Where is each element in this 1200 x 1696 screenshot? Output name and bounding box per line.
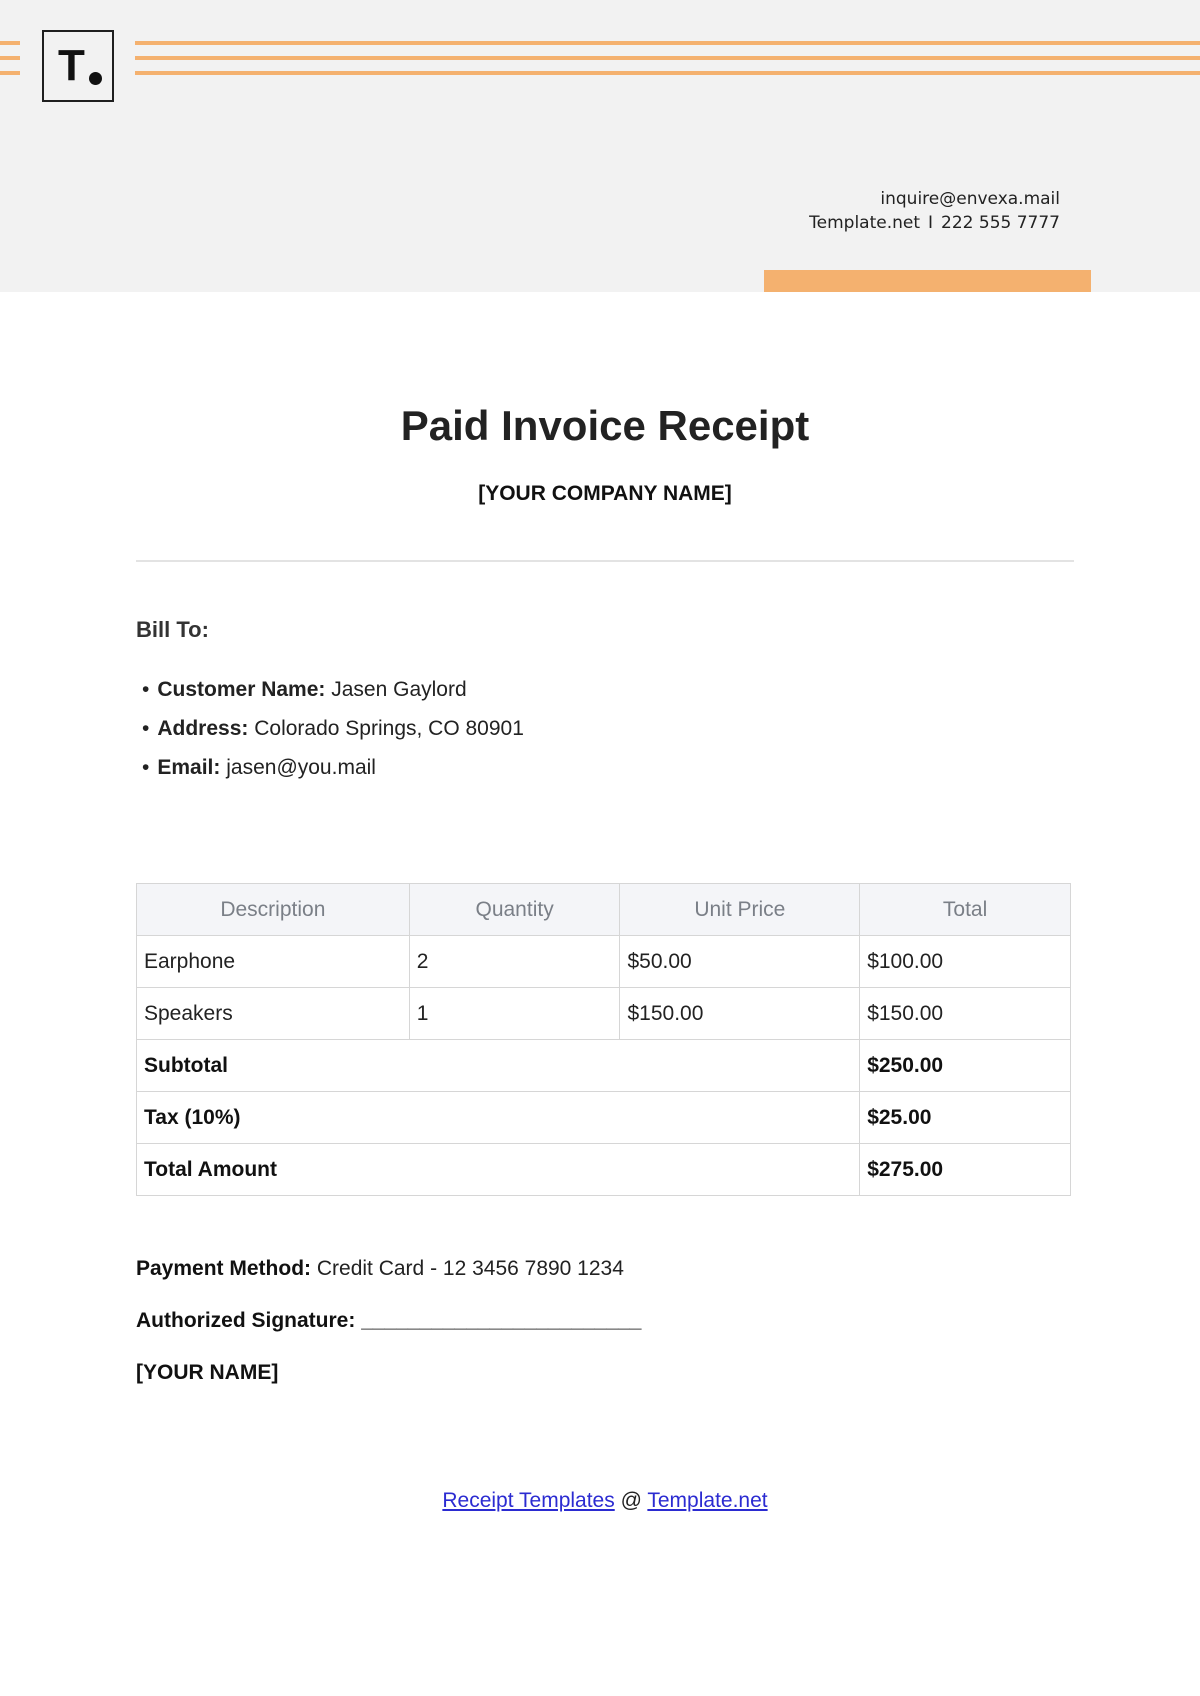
cell-total: $150.00: [860, 988, 1071, 1040]
bill-to-heading: Bill To:: [136, 617, 209, 642]
total-amount-value: $275.00: [860, 1144, 1071, 1196]
authorized-signature: [136, 1306, 642, 1336]
tax-value: $25.00: [860, 1092, 1071, 1144]
cell-description: Earphone: [137, 936, 410, 988]
items-table: [136, 883, 1071, 1196]
cell-total: $100.00: [860, 936, 1071, 988]
address-value: Colorado Springs, CO 80901: [254, 717, 524, 740]
footer: [0, 1486, 1200, 1516]
template-net-link[interactable]: Template.net: [647, 1489, 768, 1512]
signature-label: Authorized Signature:: [136, 1309, 356, 1332]
cell-unit-price: $50.00: [620, 936, 860, 988]
column-header-description: Description: [137, 884, 410, 936]
your-name-text: [YOUR NAME]: [136, 1361, 279, 1384]
signature-line: ________________________: [361, 1309, 642, 1332]
address-label: Address:: [157, 717, 249, 740]
customer-name-label: Customer Name:: [157, 678, 326, 701]
contact-website: Template.net: [809, 213, 921, 233]
divider: [136, 560, 1074, 562]
company-name: [YOUR COMPANY NAME]: [478, 482, 732, 505]
cell-unit-price: $150.00: [620, 988, 860, 1040]
email-value: jasen@you.mail: [226, 756, 376, 779]
customer-name-value: Jasen Gaylord: [331, 678, 467, 701]
contact-line: [809, 211, 1060, 235]
bill-to-list: [142, 670, 524, 787]
decorative-stripes-left: [0, 41, 20, 86]
footer-at: @: [620, 1489, 642, 1512]
contact-phone: 222 555 7777: [941, 213, 1060, 233]
accent-bar: [764, 270, 1091, 292]
list-item: • Address: Colorado Springs, CO 80901: [142, 717, 524, 740]
list-item: • Email: jasen@you.mail: [142, 756, 376, 779]
table-row: [137, 988, 1071, 1040]
template-logo: [42, 30, 114, 102]
table-row: [137, 936, 1071, 988]
decorative-stripes-right: [135, 41, 1200, 86]
cell-quantity: 2: [409, 936, 620, 988]
subtotal-value: $250.00: [860, 1040, 1071, 1092]
tax-row: [137, 1092, 1071, 1144]
logo-letter: T: [58, 41, 85, 90]
total-amount-row: [137, 1144, 1071, 1196]
email-label: Email:: [157, 756, 221, 779]
contact-separator: I: [928, 213, 934, 233]
column-header-total: Total: [860, 884, 1071, 936]
tax-label: Tax (10%): [137, 1092, 860, 1144]
column-header-unit-price: Unit Price: [620, 884, 860, 936]
logo-dot: [89, 72, 102, 85]
cell-quantity: 1: [409, 988, 620, 1040]
header-banner: [0, 0, 1200, 292]
subtotal-row: [137, 1040, 1071, 1092]
payment-method-label: Payment Method:: [136, 1257, 312, 1280]
receipt-templates-link[interactable]: Receipt Templates: [442, 1489, 615, 1512]
table-header-row: [137, 884, 1071, 936]
list-item: • Customer Name: Jasen Gaylord: [142, 678, 467, 701]
cell-description: Speakers: [137, 988, 410, 1040]
contact-email: inquire@envexa.mail: [880, 189, 1060, 209]
subtotal-label: Subtotal: [137, 1040, 860, 1092]
your-name: [136, 1358, 278, 1388]
payment-method-value: Credit Card - 12 3456 7890 1234: [316, 1257, 624, 1280]
contact-info: [809, 187, 1060, 235]
payment-method: [136, 1254, 624, 1284]
page-title: Paid Invoice Receipt: [400, 402, 810, 449]
column-header-quantity: Quantity: [409, 884, 620, 936]
total-amount-label: Total Amount: [137, 1144, 860, 1196]
